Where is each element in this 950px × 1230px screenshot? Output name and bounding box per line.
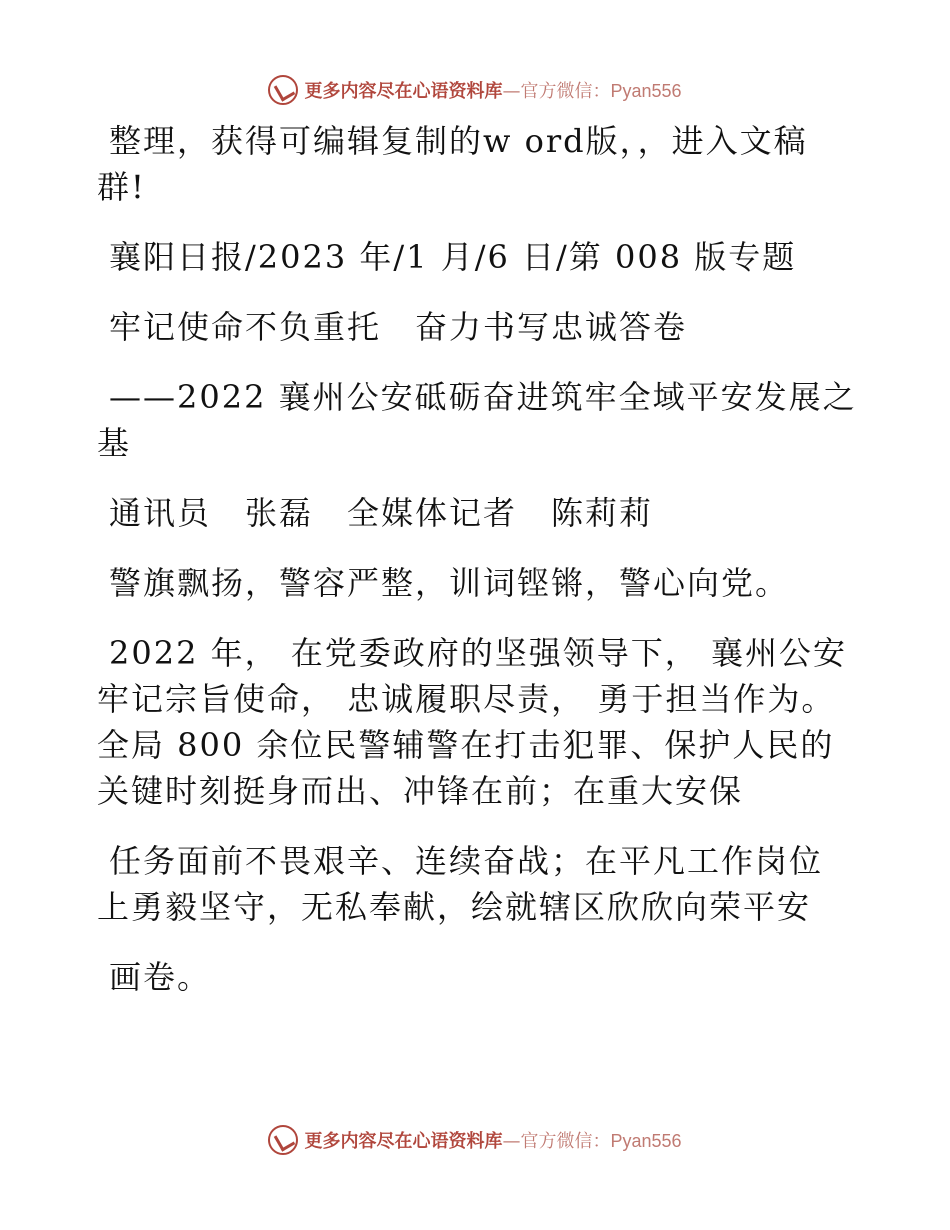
paragraph-line: 牢记宗旨使命， 忠诚履职尽责， 勇于担当作为。 bbox=[97, 680, 836, 718]
paragraph-line: 全局 800 余位民警辅警在打击犯罪、保护人民的 bbox=[97, 726, 835, 764]
pen-logo-icon bbox=[268, 1125, 298, 1155]
document-body bbox=[97, 118, 857, 1000]
paragraph-line: 画卷。 bbox=[109, 958, 212, 996]
pen-logo-icon bbox=[268, 75, 298, 105]
article-subtitle: ——2022 襄州公安砥砺奋进筑牢全域平安发展之 bbox=[109, 378, 857, 416]
watermark-brand: 更多内容尽在心语资料库 bbox=[304, 1131, 503, 1152]
watermark-separator: — bbox=[502, 1131, 521, 1152]
watermark-footer bbox=[0, 1120, 950, 1160]
watermark-wechat-id: Pyan556 bbox=[610, 1131, 682, 1151]
byline: 通讯员 张磊 全媒体记者 陈莉莉 bbox=[109, 494, 654, 532]
paragraph-line: 任务面前不畏艰辛、连续奋战；在平凡工作岗位 bbox=[109, 842, 824, 880]
watermark-text bbox=[304, 77, 681, 103]
paragraph-line: 2022 年， 在党委政府的坚强领导下， 襄州公安 bbox=[109, 634, 847, 672]
watermark-brand: 更多内容尽在心语资料库 bbox=[304, 81, 503, 102]
paragraph-line: 关键时刻挺身而出、冲锋在前；在重大安保 bbox=[97, 772, 744, 810]
paragraph-line: 群! bbox=[97, 168, 146, 206]
paragraph-line: 上勇毅坚守，无私奉献，绘就辖区欣欣向荣平安 bbox=[97, 888, 812, 926]
source-line: 襄阳日报/2023 年/1 月/6 日/第 008 版专题 bbox=[109, 238, 797, 276]
paragraph-line: 整理，获得可编辑复制的w ord版，，进入文稿 bbox=[109, 122, 808, 160]
watermark-wechat-id: Pyan556 bbox=[610, 81, 682, 101]
watermark-text bbox=[304, 1127, 681, 1153]
paragraph-line: 警旗飘扬，警容严整，训词铿锵，警心向党。 bbox=[109, 564, 790, 602]
article-subtitle-cont: 基 bbox=[97, 424, 132, 462]
watermark-separator: — bbox=[502, 81, 521, 102]
watermark-label: 官方微信： bbox=[520, 1131, 611, 1152]
watermark-label: 官方微信： bbox=[520, 81, 611, 102]
watermark-header bbox=[0, 70, 950, 110]
article-title: 牢记使命不负重托 奋力书写忠诚答卷 bbox=[109, 308, 688, 346]
